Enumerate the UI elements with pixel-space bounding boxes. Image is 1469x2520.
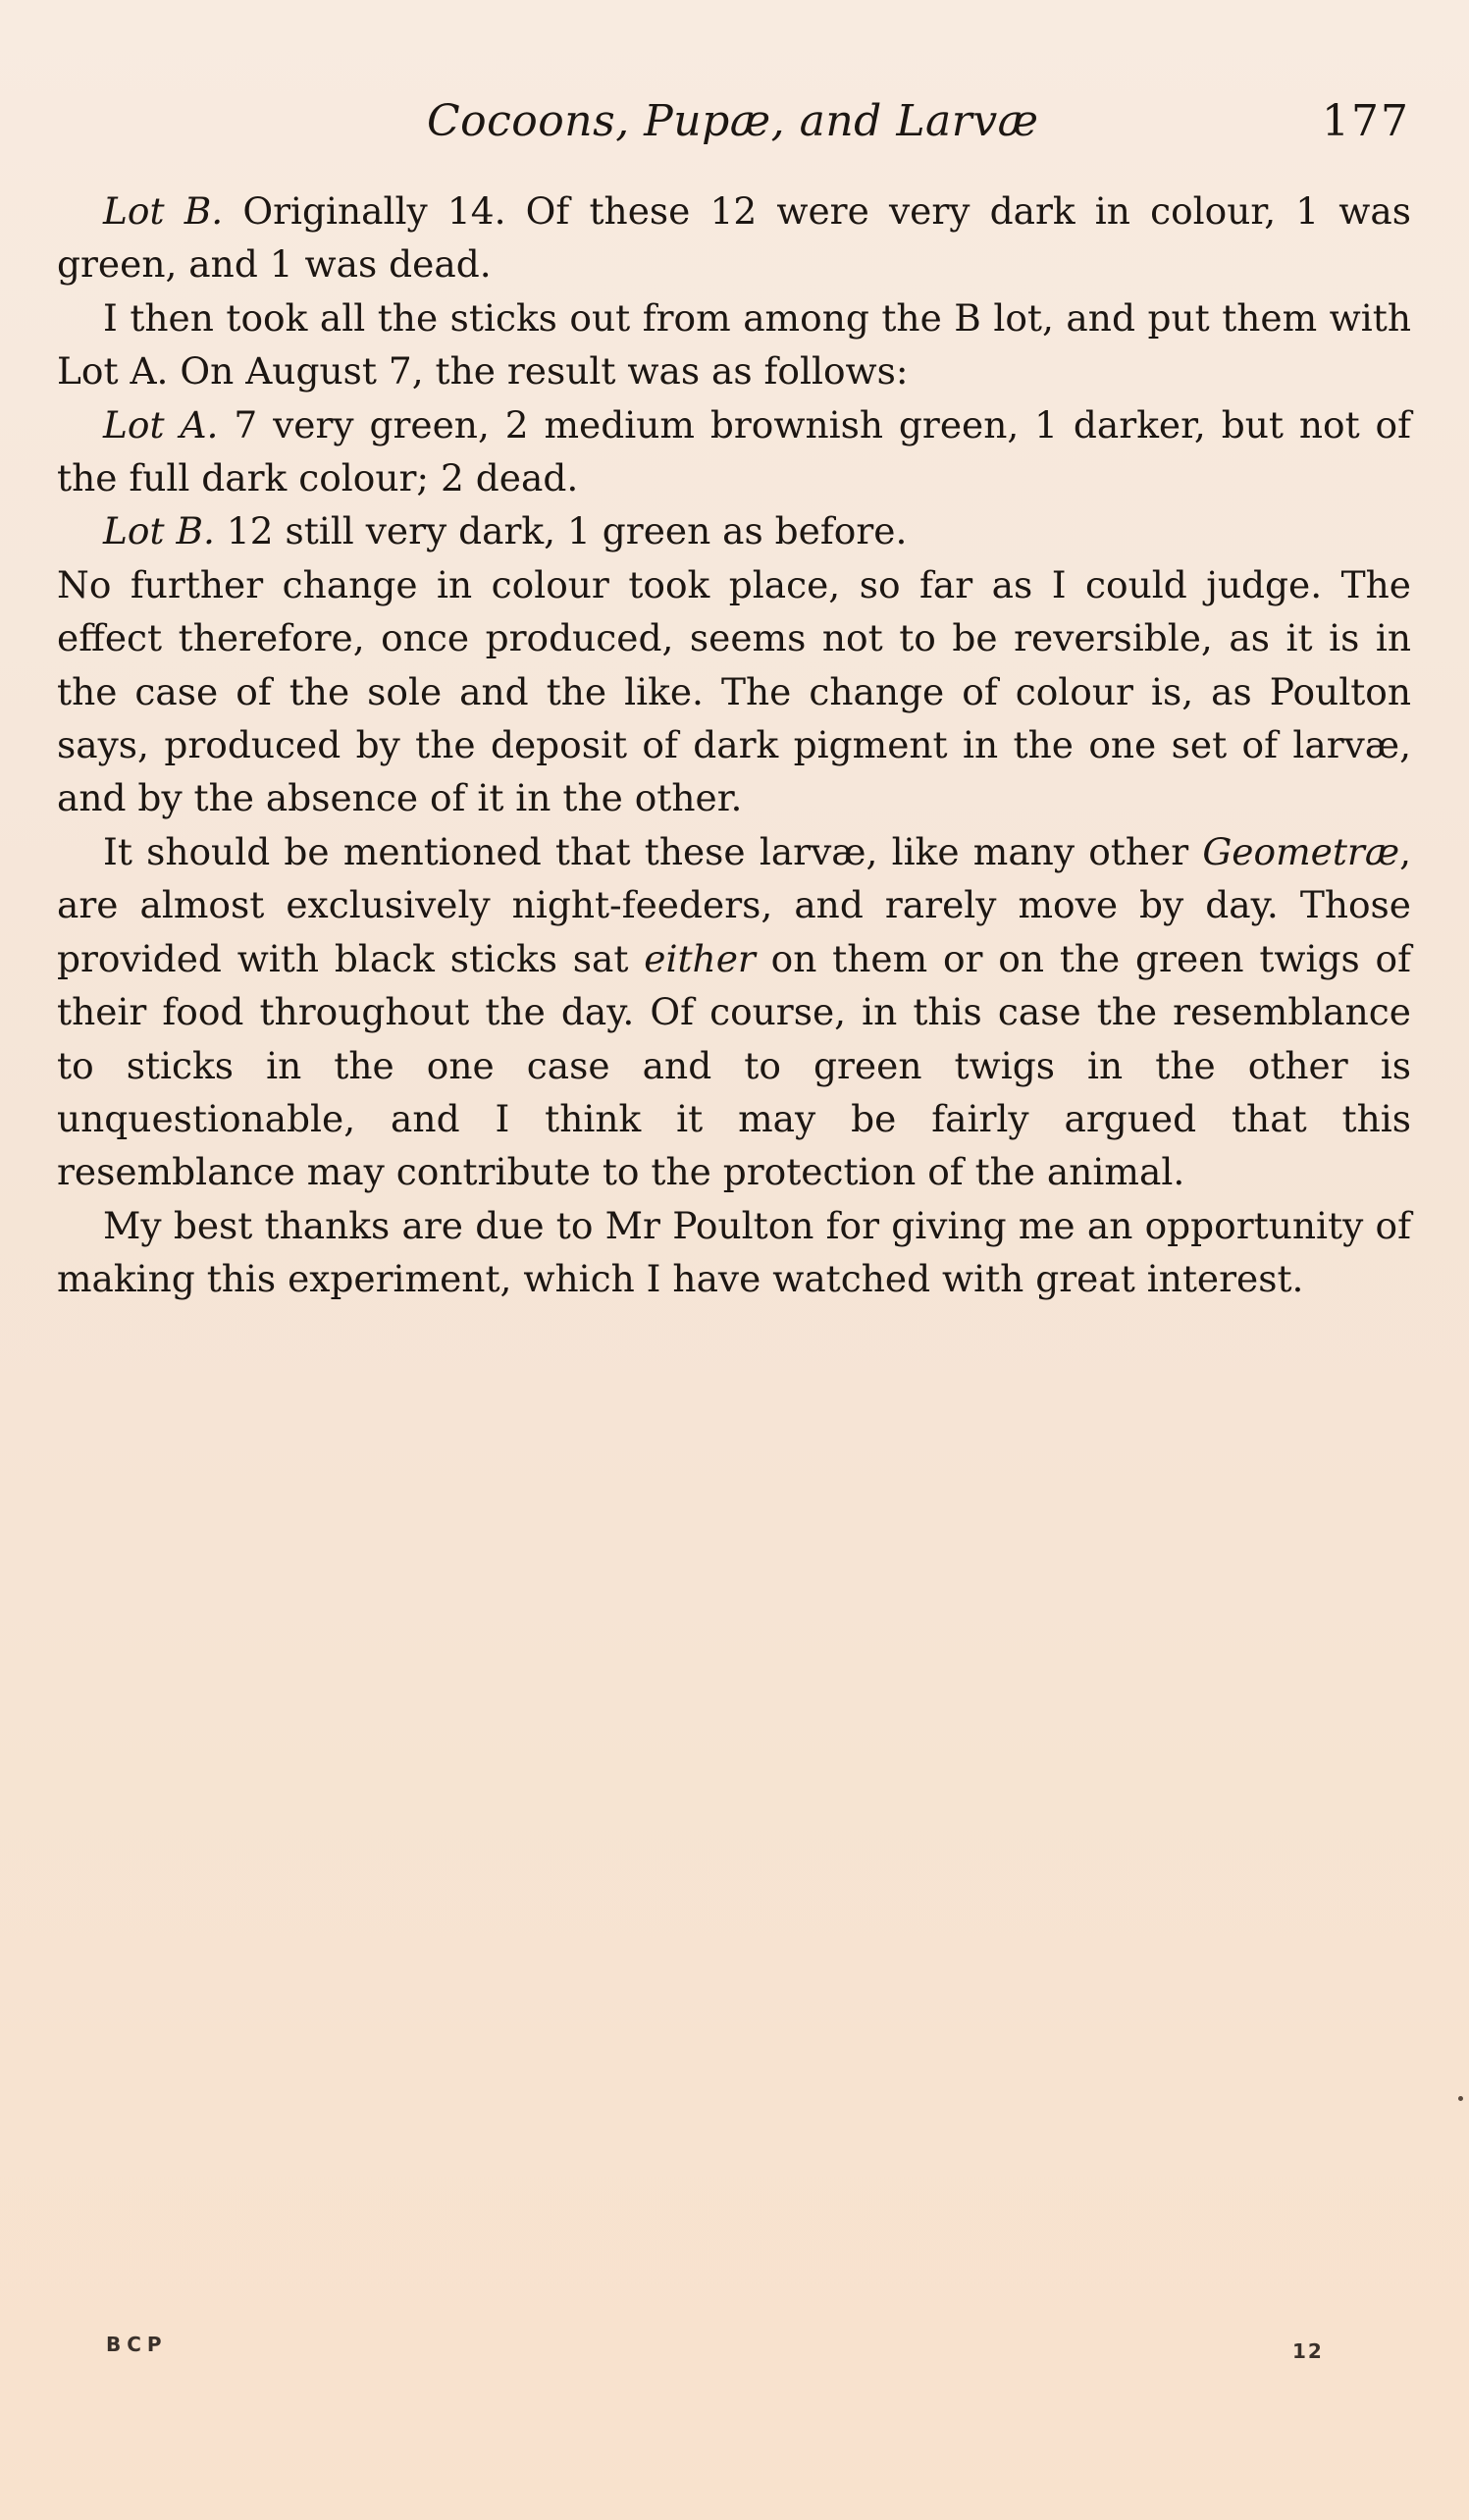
paragraph-sticks-moved xyxy=(57,291,1411,398)
paragraph-text: No further change in colour took place, so far as I could judge. The effect therefore, once produced, seems not to be reversible, as it is in the case of the sole and the like. The change of colour is, as Poulton says, produced by the deposit of dark pigment in the one set of larvæ, and by the absence of it in the other. xyxy=(57,562,1411,820)
paragraph-text: Originally 14. Of these 12 were very dark in colour, 1 was green, and 1 was dead. xyxy=(57,189,1411,287)
paragraph-text: My best thanks are due to Mr Poulton for giving me an opportunity of making this experiment, which I have watched with great interest. xyxy=(57,1203,1411,1301)
paragraph-text: , are almost exclusively night-feeders, and rarely move by day. Those provided with black sticks sat xyxy=(57,829,1411,980)
paragraph-thanks xyxy=(57,1199,1411,1306)
paragraph-no-further-change xyxy=(57,558,1411,825)
italic-term: Geometræ xyxy=(1202,829,1400,873)
paragraph-lot-a-result xyxy=(57,398,1411,505)
paragraph-lot-b-result xyxy=(57,504,1411,557)
paragraph-lot-b xyxy=(57,184,1411,291)
running-head xyxy=(0,96,1410,155)
paragraph-night-feeders xyxy=(57,825,1411,1199)
paragraph-text: I then took all the sticks out from among the B lot, and put them with Lot A. On August 7, the result was as follows: xyxy=(57,295,1411,394)
lot-label: Lot A. xyxy=(103,402,219,446)
paragraph-text: on them or on the green twigs of their food throughout the day. Of course, in this case the resemblance to sticks in the one case and to green twigs in the other is unquestionable, and I think it may be fairly argued that this resemblance may contribute to the protection of the animal. xyxy=(57,936,1411,1194)
italic-term: either xyxy=(644,936,756,980)
body-text xyxy=(57,184,1411,1306)
lot-label: Lot B. xyxy=(103,509,215,553)
paragraph-text: 7 very green, 2 medium brownish green, 1 darker, but not of the full dark colour; 2 dead. xyxy=(57,402,1411,500)
running-title: Cocoons, Pupæ, and Larvæ xyxy=(427,96,1039,146)
paper-speck xyxy=(1458,2096,1463,2101)
footer-signature-mark: BCP xyxy=(106,2333,168,2356)
footer-gathering-number: 12 xyxy=(1292,2339,1324,2363)
page-number: 177 xyxy=(1322,96,1410,146)
paragraph-text: It should be mentioned that these larvæ, like many other xyxy=(103,829,1203,873)
paragraph-text: 12 still very dark, 1 green as before. xyxy=(214,509,908,553)
lot-label: Lot B. xyxy=(103,189,224,233)
